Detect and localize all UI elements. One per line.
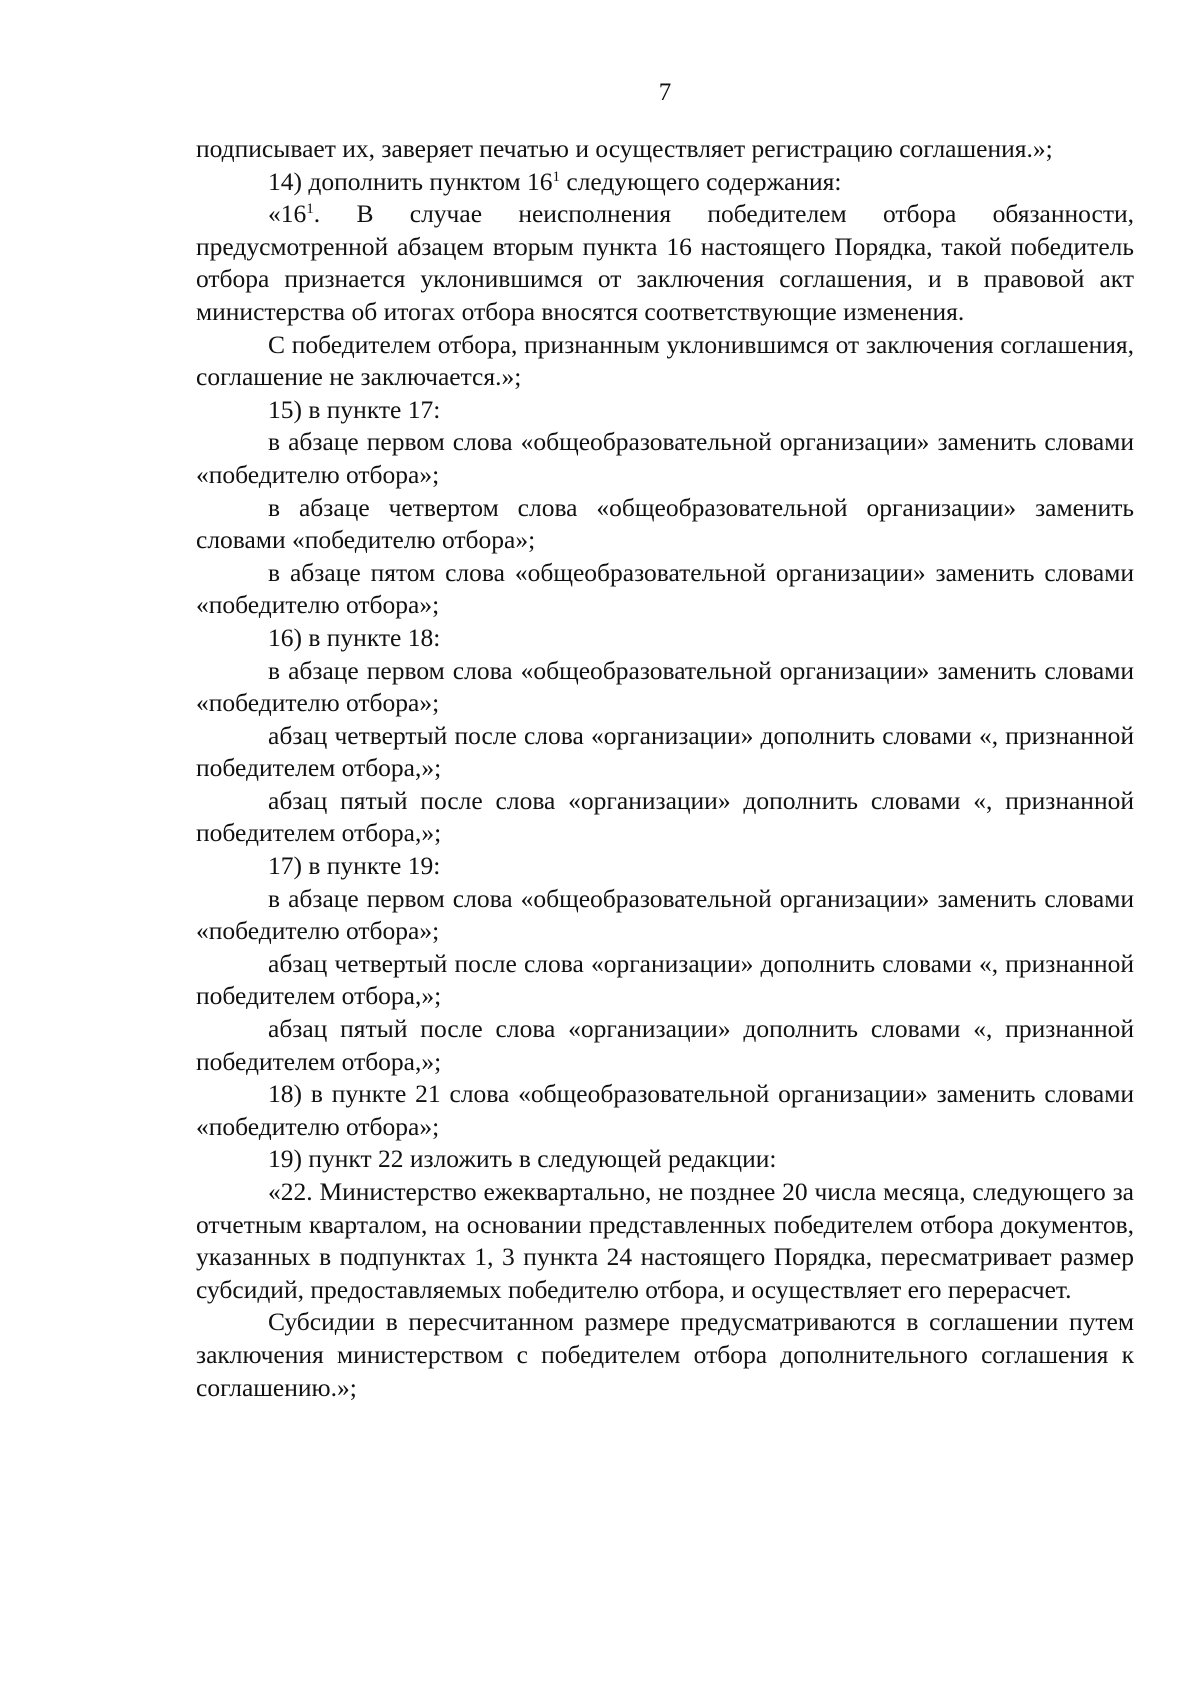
paragraph-text: . В случае неисполнения победителем отбора обязанности, предусмотренной абзацем вторым пункта 16 настоящего Порядка, такой победитель отбора признается уклонившимся от заключения соглашения, и в правовой акт министерства об итогах отбора вносятся соответствующие изменения. [196,199,1134,326]
paragraph: в абзаце пятом слова «общеобразовательной организации» заменить словами «победителю отбора»; [196,557,1134,620]
superscript: 1 [306,201,314,218]
paragraph: абзац четвертый после слова «организации» дополнить словами «, признанной победителем отбора,»; [196,948,1134,1011]
paragraph-text: «16 [268,199,307,229]
paragraph-item-19: 19) пункт 22 изложить в следующей редакции: [268,1144,777,1174]
paragraph: в абзаце первом слова «общеобразовательной организации» заменить словами «победителю отбора»; [196,427,1134,489]
superscript: 1 [552,168,560,185]
paragraph: абзац четвертый после слова «организации» дополнить словами «, признанной победителем отбора,»; [196,720,1134,783]
paragraph: абзац пятый после слова «организации» дополнить словами «, признанной победителем отбора,»; [196,785,1134,848]
paragraph-item-15: 15) в пункте 17: [268,394,441,424]
paragraph-continuation: подписывает их, заверяет печатью и осуществляет регистрацию соглашения.»; [196,134,1053,163]
page-number: 7 [658,79,672,106]
paragraph-text: следующего содержания: [560,166,842,196]
paragraph-clause-22: «22. Министерство ежеквартально, не позднее 20 числа месяца, следующего за отчетным кварталом, на основании представленных победителем отбора документов, указанных в подпунктах 1, 3 пункта 24 настоящего Порядка, пересматривает размер субсидий, предоставляемых победителю отбора, и осуществляет его перерасчет. [196,1177,1134,1304]
paragraph-item-16: 16) в пункте 18: [268,622,441,652]
paragraph-text: 14) дополнить пунктом 16 [268,166,553,196]
paragraph: в абзаце первом слова «общеобразовательной организации» заменить словами «победителю отбора»; [196,655,1134,718]
paragraph-item-14 [196,166,1134,199]
paragraph: С победителем отбора, признанным уклонившимся от заключения соглашения, соглашение не заключается.»; [196,329,1134,392]
paragraph: в абзаце четвертом слова «общеобразовательной организации» заменить словами «победителю отбора»; [196,492,1134,555]
paragraph-item-18: 18) в пункте 21 слова «общеобразовательной организации» заменить словами «победителю отбора»; [196,1079,1134,1141]
paragraph-clause-16-1 [196,198,1134,328]
paragraph: абзац пятый после слова «организации» дополнить словами «, признанной победителем отбора,»; [196,1014,1134,1076]
paragraph: в абзаце первом слова «общеобразовательной организации» заменить словами «победителю отбора»; [196,883,1134,946]
paragraph-item-17: 17) в пункте 19: [268,851,441,881]
document-body [196,133,1134,1404]
paragraph: Субсидии в пересчитанном размере предусматриваются в соглашении путем заключения министерством с победителем отбора дополнительного соглашения к соглашению.»; [196,1307,1134,1402]
